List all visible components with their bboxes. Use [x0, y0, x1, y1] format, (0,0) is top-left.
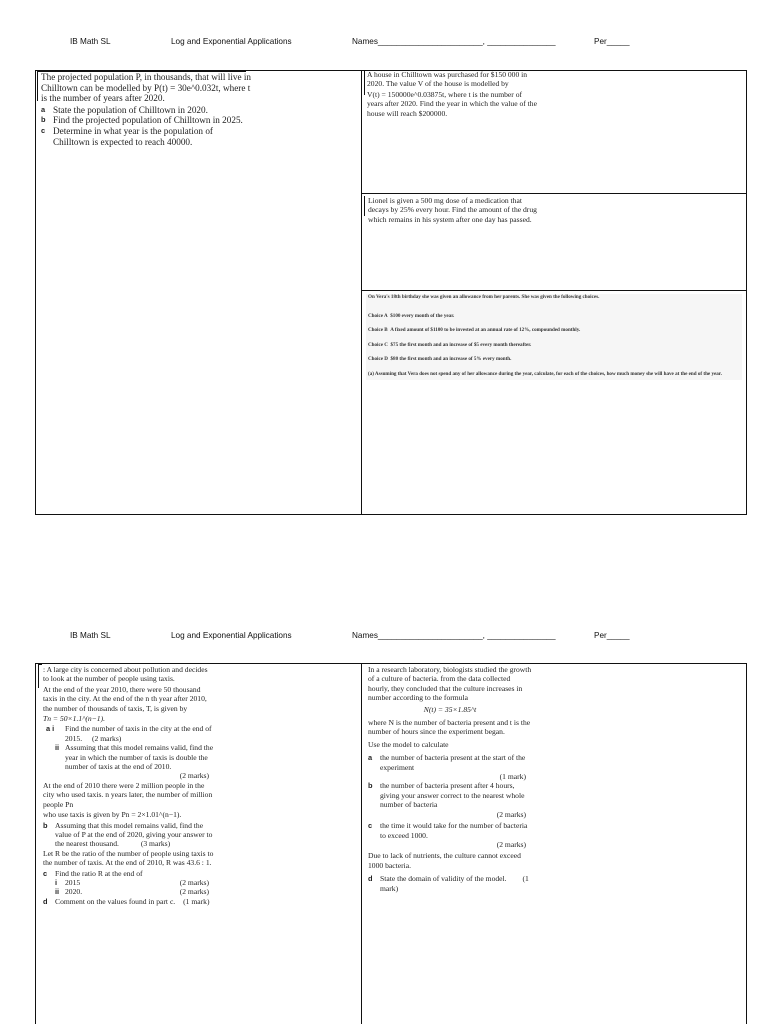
part-label: ii	[55, 743, 60, 753]
allowance-choice-b	[368, 327, 740, 333]
part-label: c	[43, 868, 48, 878]
marks: (2 marks)	[179, 771, 209, 781]
names-field: Names_______________________, _______________	[352, 37, 556, 46]
marks: (3 marks)	[140, 839, 171, 849]
drug-text: Lionel is given a 500 mg dose of a medication that decays by 25% every hour. Find the amount of the drug which remains in his system after one day has passed.	[368, 196, 537, 224]
choice-text: $100 every month of the year.	[390, 313, 455, 320]
taxis-part-c-ii	[43, 887, 215, 896]
part-label: c	[41, 125, 46, 135]
crop-bracket-drug	[364, 196, 536, 216]
bacteria-use: Use the model to calculate	[368, 739, 449, 749]
choice-label: Choice C	[368, 341, 388, 348]
part-text: Find the projected population of Chilltown in 2025.	[53, 115, 243, 126]
part-text: Find the number of taxis in the city at the end of 2015.	[65, 724, 212, 743]
population-part-a	[41, 105, 256, 116]
part-text: Determine in what year is the population of Chilltown is expected to reach 40000.	[53, 125, 213, 147]
marks: (1 mark)	[380, 874, 529, 893]
choice-text: $80 the first month and an increase of 5% every month.	[390, 355, 512, 362]
part-label: d	[43, 896, 48, 906]
part-text: State the domain of validity of the model.	[380, 874, 507, 884]
allowance-question-a: (a) Assuming that Vera does not spend any of her allowance during the year, calculate, for each of the choices, how much money she will have at the end of the year.	[368, 371, 722, 378]
crop-bracket-taxis	[38, 664, 42, 688]
part-text: State the population of Chilltown in 2020.	[53, 104, 208, 115]
part-text: the number of bacteria present at the start of the experiment	[380, 753, 526, 772]
bacteria-part-d	[368, 874, 532, 893]
taxis-part-a-i	[43, 724, 215, 743]
taxis-para-3: Let R be the ratio of the number of people using taxis to the number of taxis. At the end of 2010, R was 43.6 : 1.	[43, 848, 214, 868]
bacteria-part-a	[368, 753, 532, 781]
allowance-choice-d	[368, 356, 740, 362]
taxis-part-b	[43, 821, 215, 849]
page2-center-divider	[361, 663, 362, 1024]
taxis-para-1: At the end of the year 2010, there were 50 thousand taxis in the city. At the end of the n th year after 2010, the number of thousands of taxis, T, is given by	[43, 684, 207, 713]
taxis-part-a-ii	[43, 743, 215, 781]
crop-bracket-house	[364, 71, 534, 95]
choice-label: Choice A	[368, 313, 388, 320]
part-label: b	[43, 820, 48, 830]
choice-label: Choice B	[368, 327, 388, 334]
choice-label: Choice D	[368, 355, 388, 362]
bacteria-part-b	[368, 781, 532, 819]
marks: (2 marks)	[92, 733, 122, 743]
allowance-choice-a	[368, 313, 740, 319]
marks: (2 marks)	[496, 809, 526, 819]
choice-text: A fixed amount of $1100 to be invested at an annual rate of 12%, compounded monthly.	[390, 327, 581, 334]
part-label: i	[55, 877, 58, 887]
allowance-choice-c	[368, 342, 740, 348]
marks: (2 marks)	[179, 877, 209, 887]
page1-right-divider-1	[361, 193, 747, 194]
part-text: Assuming that this model remains valid, find the value of P at the end of 2020, giving your answer to the nearest thousand.	[55, 820, 213, 849]
allowance-intro: On Vera's 18th birthday she was given an allowance from her parents. She was given the following choices.	[368, 294, 600, 300]
bacteria-intro: In a research laboratory, biologists studied the growth of a culture of bacteria. from the data collected hourly, they concluded that the culture increases in number according to the formula	[368, 665, 532, 703]
taxis-question	[43, 665, 215, 906]
part-text: Assuming that this model remains valid, find the year in which the number of taxis is double the number of taxis at the end of 2010.	[65, 743, 214, 772]
part-label: a i	[46, 724, 55, 734]
marks: (1 mark)	[499, 772, 526, 782]
taxis-part-c	[43, 869, 215, 878]
population-intro: The projected population P, in thousands, that will live in Chilltown can be modelled by P(t) = 30e^0.032t, where t is the number of years after 2020.	[41, 72, 252, 104]
bacteria-lack: Due to lack of nutrients, the culture cannot exceed 1000 bacteria.	[368, 851, 521, 870]
part-text: the number of bacteria present after 4 hours, giving your answer correct to the nearest whole number of bacteria	[380, 781, 525, 810]
taxis-formula-1: Tn = 50×1.1^(n−1).	[43, 714, 106, 724]
page1-header	[0, 37, 768, 51]
part-text: Find the ratio R at the end of	[55, 868, 143, 878]
topic-label: Log and Exponential Applications	[171, 631, 292, 640]
part-label: b	[368, 781, 373, 791]
part-text: the time it would take for the number of bacteria to exceed 1000.	[380, 821, 528, 840]
part-text: 2020.	[65, 887, 83, 897]
page2-header	[0, 631, 768, 645]
topic-label: Log and Exponential Applications	[171, 37, 292, 46]
bacteria-formula: N(t) = 35×1.85^t	[423, 704, 477, 714]
part-label: a	[368, 753, 373, 763]
taxis-part-c-i	[43, 878, 215, 887]
part-text: Comment on the values found in part c.	[55, 896, 176, 906]
part-label: c	[368, 821, 373, 831]
bacteria-part-c	[368, 821, 532, 849]
choice-text: $75 the first month and an increase of $5 every month thereafter.	[390, 341, 532, 348]
taxis-intro: : A large city is concerned about pollution and decides to look at the number of people using taxis.	[43, 665, 208, 684]
taxis-para-2: At the end of 2010 there were 2 million people in the city who used taxis. n years later, the number of million people Pn	[43, 780, 213, 809]
marks: (2 marks)	[496, 839, 526, 849]
house-text-1: A house in Chilltown was purchased for $150 000 in 2020. The value V of the house is modelled by	[367, 70, 528, 89]
taxis-part-d	[43, 897, 215, 906]
page1-center-divider	[361, 70, 362, 515]
names-field: Names_______________________, _______________	[352, 631, 556, 640]
course-label: IB Math SL	[70, 631, 111, 640]
part-label: b	[41, 115, 46, 125]
marks: (1 mark)	[183, 896, 210, 906]
bacteria-where: where N is the number of bacteria present and t is the number of hours since the experiment began.	[368, 718, 531, 737]
course-label: IB Math SL	[70, 37, 111, 46]
part-label: a	[41, 104, 46, 114]
part-text: 2015	[65, 877, 81, 887]
population-part-c	[41, 126, 256, 147]
crop-bracket-population	[37, 71, 246, 101]
bacteria-question	[368, 665, 532, 893]
marks: (2 marks)	[179, 887, 209, 897]
population-part-b	[41, 115, 256, 126]
period-field: Per_____	[594, 37, 630, 46]
house-text-2: V(t) = 150000e^0.03875t, where t is the number of years after 2020. Find the year in which the value of the house will reach $200000.	[367, 89, 537, 118]
page1-right-divider-2	[361, 290, 747, 291]
part-label: d	[368, 874, 373, 884]
taxis-formula-2: who use taxis is given by Pn = 2×1.01^(n−1).	[43, 810, 182, 820]
period-field: Per_____	[594, 631, 630, 640]
part-label: ii	[55, 887, 60, 897]
allowance-question	[366, 294, 742, 380]
